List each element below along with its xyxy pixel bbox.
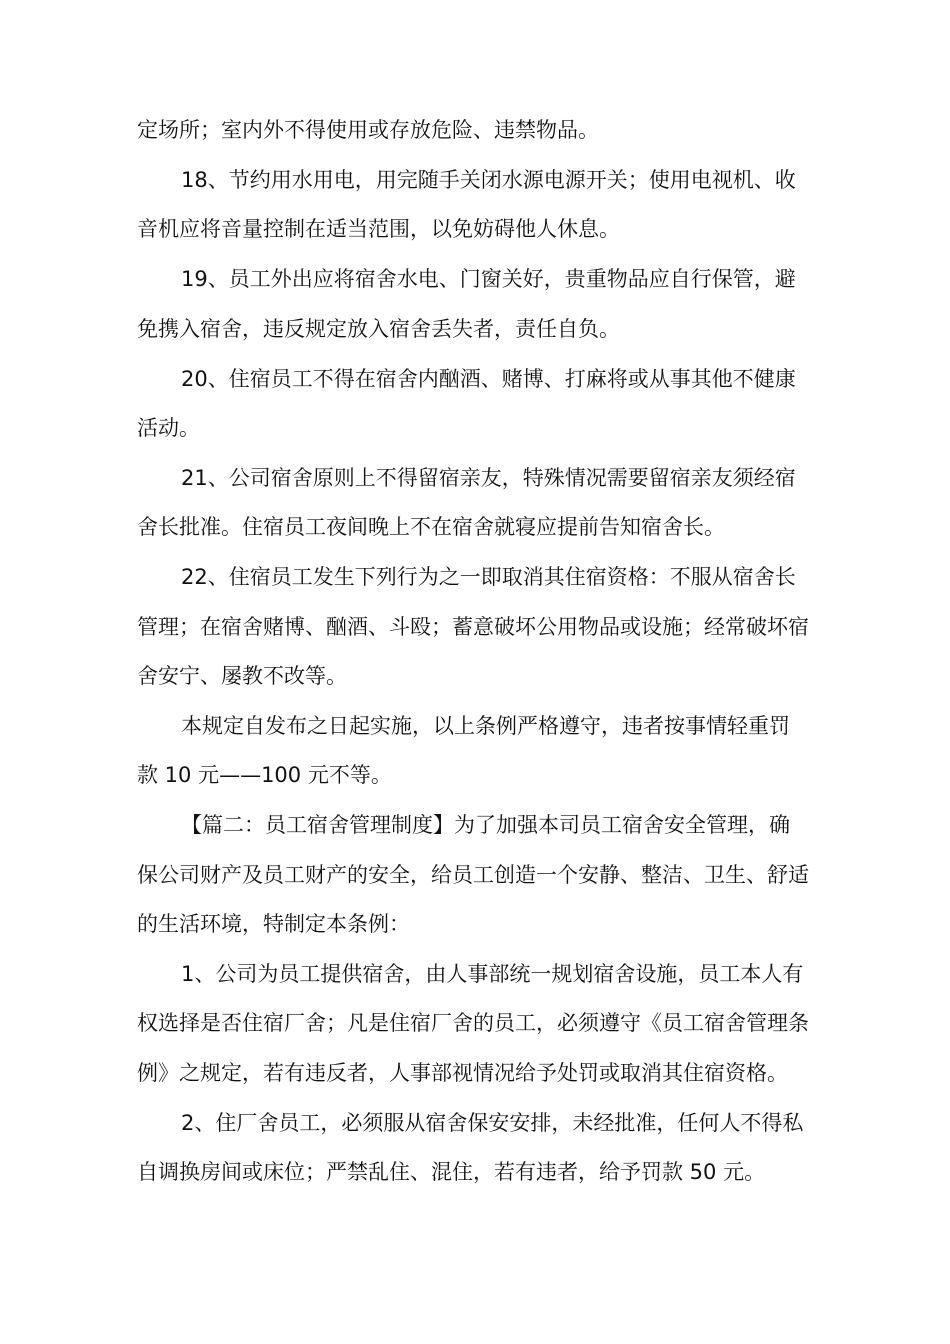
text-line: 权选择是否住宿厂舍；凡是住宿厂舍的员工，必须遵守《员工宿舍管理条 <box>137 1011 809 1035</box>
text-line: 活动。 <box>137 416 200 440</box>
text-line: 19、员工外出应将宿舍水电、门窗关好，贵重物品应自行保管，避 <box>181 267 796 291</box>
text-line: 21、公司宿舍原则上不得留宿亲友，特殊情况需要留宿亲友须经宿 <box>181 466 796 490</box>
text-line: 18、节约用水用电，用完随手关闭水源电源开关；使用电视机、收 <box>181 168 796 192</box>
text-line: 20、住宿员工不得在宿舍内酗酒、赌博、打麻将或从事其他不健康 <box>181 367 796 391</box>
text-line: 自调换房间或床位；严禁乱住、混住，若有违者，给予罚款 50 元。 <box>137 1160 766 1184</box>
text-line: 本规定自发布之日起实施，以上条例严格遵守，违者按事情轻重罚 <box>181 714 790 738</box>
text-line: 舍安宁、屡教不改等。 <box>137 664 347 688</box>
text-line: 定场所；室内外不得使用或存放危险、违禁物品。 <box>137 118 599 142</box>
text-line: 款 10 元——100 元不等。 <box>137 763 392 787</box>
text-line: 免携入宿舍，违反规定放入宿舍丢失者，责任自负。 <box>137 317 620 341</box>
text-line: 【篇二：员工宿舍管理制度】为了加强本司员工宿舍安全管理，确 <box>181 813 790 837</box>
text-line: 管理；在宿舍赌博、酗酒、斗殴；蓄意破坏公用物品或设施；经常破坏宿 <box>137 615 809 639</box>
text-line: 2、住厂舍员工，必须服从宿舍保安安排，未经批准，任何人不得私 <box>181 1111 804 1135</box>
text-line: 保公司财产及员工财产的安全，给员工创造一个安静、整洁、卫生、舒适 <box>137 863 809 887</box>
text-line: 舍长批准。住宿员工夜间晚上不在宿舍就寝应提前告知宿舍长。 <box>137 515 725 539</box>
text-line: 音机应将音量控制在适当范围，以免妨碍他人休息。 <box>137 217 620 241</box>
text-line: 22、住宿员工发生下列行为之一即取消其住宿资格：不服从宿舍长 <box>181 565 796 589</box>
text-line: 例》之规定，若有违反者，人事部视情况给予处罚或取消其住宿资格。 <box>137 1061 788 1085</box>
text-line: 的生活环境，特制定本条例： <box>137 912 410 936</box>
text-line: 1、公司为员工提供宿舍，由人事部统一规划宿舍设施，员工本人有 <box>181 962 804 986</box>
